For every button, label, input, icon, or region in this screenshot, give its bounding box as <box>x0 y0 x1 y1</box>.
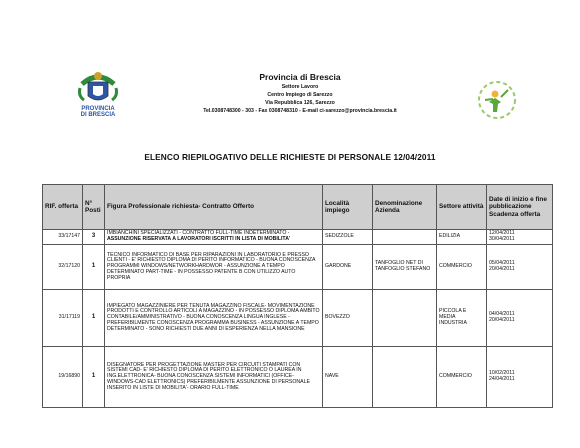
cell-posti: 3 <box>83 230 105 245</box>
table-row <box>43 347 553 408</box>
document-header <box>170 72 430 115</box>
cell-settore: PICCOLA E MEDIA INDUSTRIA <box>437 290 487 347</box>
person-ring-icon <box>475 78 519 122</box>
cell-posti: 1 <box>83 347 105 408</box>
table-row <box>43 290 553 347</box>
crest-icon <box>76 66 120 118</box>
cell-rif: 31/17119 <box>43 290 83 347</box>
cell-rif: 33/17147 <box>43 230 83 245</box>
org-name: Provincia di Brescia <box>259 72 341 82</box>
cell-date: 12/04/2011 30/04/2011 <box>487 230 553 245</box>
col-header-rif: RIF. offerta <box>43 185 83 230</box>
centro-impiego-logo <box>475 78 519 122</box>
cell-settore: COMMERCIO <box>437 245 487 290</box>
page-title: ELENCO RIEPILOGATIVO DELLE RICHIESTE DI PERSONALE 12/04/2011 <box>144 152 436 162</box>
sector: Settore Lavoro <box>281 84 319 90</box>
col-header-settore: Settore attività <box>437 185 487 230</box>
cell-settore: COMMERCIO <box>437 347 487 408</box>
cell-settore: EDILIZIA <box>437 230 487 245</box>
employment-center: Centro Impiego di Sarezzo <box>267 92 333 98</box>
table-row <box>43 230 553 245</box>
cell-localita: SEDIZZOLE <box>323 230 373 245</box>
provincia-brescia-logo <box>76 66 120 118</box>
cell-localita: GARDONE <box>323 245 373 290</box>
col-header-figura: Figura Professionale richiesta- Contratto Offerto <box>105 185 323 230</box>
job-offers-table <box>42 184 553 408</box>
cell-date: 04/04/2011 20/04/2011 <box>487 290 553 347</box>
cell-azienda <box>373 347 437 408</box>
cell-figura: TECNICO INFORMATICO DI BASE PER RIPARAZIONI IN LABORATORIO E PRESSO CLIENTI - E' RICHIESTO DIPLOMA DI PERITO INFORMATICO - BUONA CONOSCENZA PROGRAMMI WINDOWS/NETWORKHARDWOR - ASSUNZIONE A TEMPO DETERMINATO PART-TIME - IN POSSESSO PATENTE B CON UTILIZZO AUTO PROPRIA <box>105 245 323 290</box>
cell-localita: NAVE <box>323 347 373 408</box>
cell-azienda: TANFOGLIO NET DI TANFOGLIO STEFANO <box>373 245 437 290</box>
cell-localita: BOVEZZO <box>323 290 373 347</box>
cell-posti: 1 <box>83 245 105 290</box>
figura-bold-text: ASSUNZIONE RISERVATA A LAVORATORI ISCRITTI IN LISTA DI MOBILITA' <box>107 236 291 242</box>
cell-figura <box>105 230 323 245</box>
figura-text: IMBIANCHINI SPECIALIZZATI - CONTRATTO FULL-TIME INDETERMINATO - <box>107 230 290 237</box>
cell-date: 05/04/2011 20/04/2011 <box>487 245 553 290</box>
cell-azienda <box>373 230 437 245</box>
table-row <box>43 245 553 290</box>
col-header-posti: N° Posti <box>83 185 105 230</box>
cell-figura: DISEGNATORE PER PROGETTAZIONE MASTER PER CIRCUITI STAMPATI CON SISTEMI CAD- E' RICHIESTO DIPLOMA DI PERITO ELETTRONICO O LAUREA IN ING.ELETTRONICA- BUONA CONOSCENZA SISTEMI INFORMATICI (OFFICE-WINDOWS-CAD ELETTRONICS) PREFERIBILMENTE ASSUNZIONE DI PERSONALE INSERITO IN LISTE DI MOBILITA'- ORARIO FULL-TIME <box>105 347 323 408</box>
logo-text-1: PROVINCIA <box>81 106 115 112</box>
contacts: Tel.0308748300 - 303 - Fax 0308748310 - E-mail ci-sarezzo@provincia.brescia.it <box>203 108 397 114</box>
logo-text-2: DI BRESCIA <box>80 112 116 118</box>
cell-azienda <box>373 290 437 347</box>
col-header-azienda: Denominazione Azienda <box>373 185 437 230</box>
col-header-localita: Località impiego <box>323 185 373 230</box>
address: Via Repubblica 126, Sarezzo <box>265 100 335 106</box>
cell-figura: IMPIEGATO MAGAZZINIERE PER TENUTA MAGAZZINO FISCALE- MOVIMENTAZIONE PRODOTTI E CONTROLLO ARTICOLI A MAGAZZINO - IN POSSESSO DIPLOMA AMBITO CONTABILE/AMMINISTRATIVO - BUONA CONOSCENZA LINGUA INGLESE - PREFERIBILMENTE CONOSCENZA PROGRAMMA BUSINESS - ASSUNZIONE A TEMPO DETERMINATO - SONO RICHIESTI DUE ANNI DI ESPERIENZA NELLA MANSIONE <box>105 290 323 347</box>
cell-date: 10/02/2011 24/04/2011 <box>487 347 553 408</box>
cell-rif: 32/17120 <box>43 245 83 290</box>
col-header-date: Date di inizio e fine pubblicazione Scadenza offerta <box>487 185 553 230</box>
cell-posti: 1 <box>83 290 105 347</box>
table-header-row <box>43 185 553 230</box>
cell-rif: 19/16890 <box>43 347 83 408</box>
